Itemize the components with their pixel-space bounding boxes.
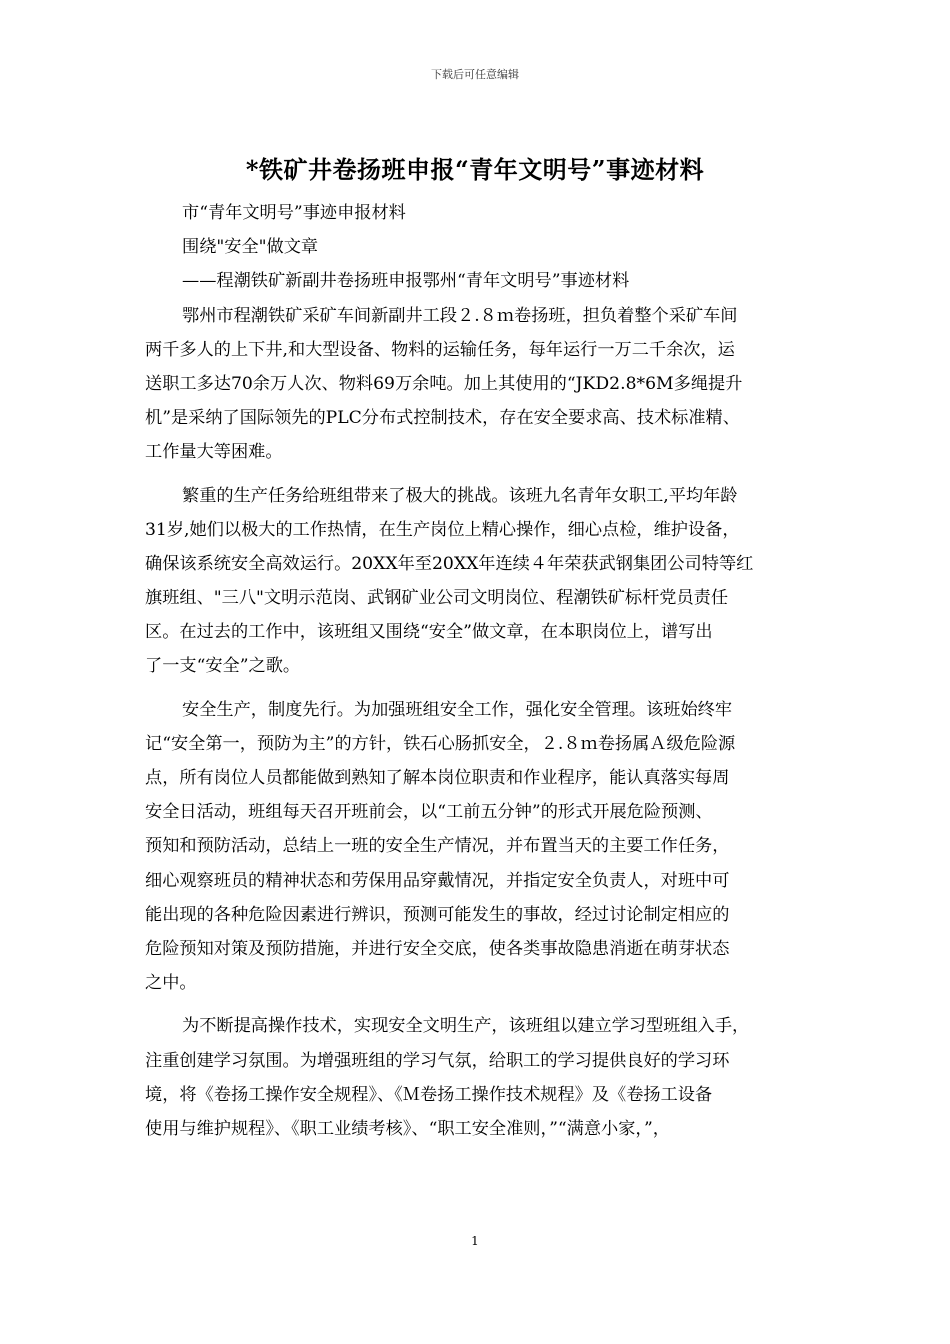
paragraph bbox=[145, 299, 810, 470]
paragraph-line: 区。在过去的工作中，该班组又围绕“安全”做文章，在本职岗位上，谱写出 bbox=[145, 622, 713, 643]
paragraph-line: 境，将《卷扬工操作安全规程》、《Ｍ卷扬工操作技术规程》及《卷扬工设备 bbox=[145, 1084, 713, 1105]
intro-line: 围绕"安全"做文章 bbox=[182, 237, 319, 258]
document-title: *铁矿井卷扬班申报“青年文明号”事迹材料 bbox=[245, 155, 705, 184]
paragraph-line: 使用与维护规程》、《职工业绩考核》、“职工安全准则，”“满意小家，”， bbox=[145, 1118, 670, 1139]
header-note: 下载后可任意编辑 bbox=[431, 68, 519, 81]
paragraph-line: 细心观察班员的精神状态和劳保用品穿戴情况，并指定安全负责人，对班中可 bbox=[145, 870, 730, 891]
paragraph-line: 预知和预防活动，总结上一班的安全生产情况，并布置当天的主要工作任务， bbox=[145, 836, 730, 857]
paragraph bbox=[145, 693, 810, 1001]
page-number: 1 bbox=[471, 1234, 479, 1248]
paragraph-line: 机”是采纳了国际领先的PLC分布式控制技术，存在安全要求高、技术标准精、 bbox=[145, 408, 740, 429]
paragraph-line: 确保该系统安全高效运行。20XX年至20XX年连续４年荣获武钢集团公司特等红 bbox=[145, 553, 754, 574]
intro-line: ——程潮铁矿新副井卷扬班申报鄂州“青年文明号”事迹材料 bbox=[182, 271, 630, 292]
paragraph-line: 之中。 bbox=[145, 973, 197, 994]
paragraph-line: 记“安全第一，预防为主”的方针，铁石心肠抓安全，２.８ｍ卷扬属Ａ级危险源 bbox=[145, 733, 736, 754]
paragraph-line: 工作量大等困难。 bbox=[145, 442, 283, 463]
paragraph-line: 点，所有岗位人员都能做到熟知了解本岗位职责和作业程序，能认真落实每周 bbox=[145, 768, 730, 788]
paragraph-line: 旗班组、"三八"文明示范岗、武钢矿业公司文明岗位、程潮铁矿标杆党员责任 bbox=[145, 588, 729, 609]
paragraph-line: 安全日活动，班组每天召开班前会，以“工前五分钟”的形式开展危险预测、 bbox=[145, 802, 713, 823]
paragraph-line: 注重创建学习氛围。为增强班组的学习气氛，给职工的学习提供良好的学习环 bbox=[145, 1050, 730, 1071]
paragraph bbox=[145, 1009, 810, 1146]
paragraph-line: 两千多人的上下井,和大型设备、物料的运输任务，每年运行一万二千余次，运 bbox=[145, 339, 735, 360]
paragraph-line: 了一支“安全”之歌。 bbox=[145, 656, 301, 677]
paragraph-line: 31岁,她们以极大的工作热情，在生产岗位上精心操作，细心点检，维护设备， bbox=[145, 519, 740, 540]
paragraph-line: 能出现的各种危险因素进行辨识，预测可能发生的事故，经过讨论制定相应的 bbox=[145, 904, 730, 925]
paragraph-line: 送职工多达70余万人次、物料69万余吨。加上其使用的“JKD2.8*6M多绳提升 bbox=[145, 373, 743, 394]
paragraph bbox=[145, 479, 810, 684]
paragraph-line: 安全生产，制度先行。为加强班组安全工作，强化安全管理。该班始终牢 bbox=[182, 699, 733, 720]
intro-line: 市“青年文明号”事迹申报材料 bbox=[182, 203, 406, 223]
paragraph-line: 危险预知对策及预防措施，并进行安全交底，使各类事故隐患消逝在萌芽状态 bbox=[145, 938, 730, 959]
document-body bbox=[145, 196, 810, 1146]
paragraph-line: 鄂州市程潮铁矿采矿车间新副井工段２.８ｍ卷扬班，担负着整个采矿车间 bbox=[182, 305, 738, 326]
paragraph-line: 繁重的生产任务给班组带来了极大的挑战。该班九名青年女职工,平均年龄 bbox=[182, 485, 738, 506]
paragraph-line: 为不断提高操作技术，实现安全文明生产，该班组以建立学习型班组入手， bbox=[182, 1016, 750, 1037]
